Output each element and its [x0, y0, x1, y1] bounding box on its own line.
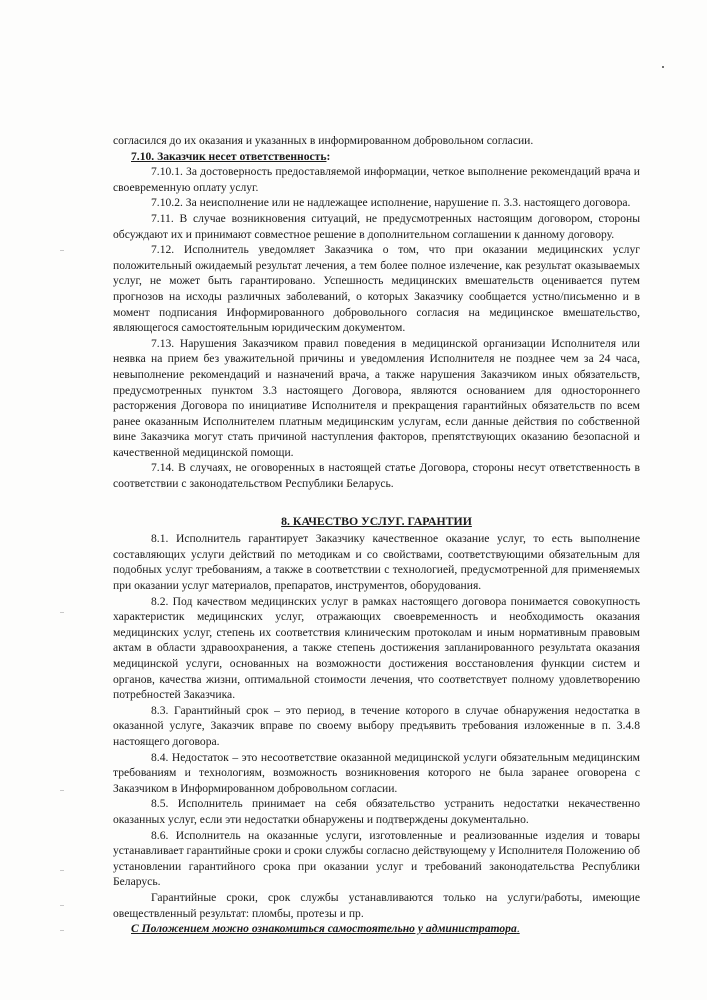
administrator-notice-text: С Положением можно ознакомиться самостоятельно у администратора: [131, 922, 517, 936]
clause-7-13: 7.13. Нарушения Заказчиком правил поведения в медицинской организации Исполнителя или неявка на прием без уважительной причины и уведомления Исполнителя не позднее чем за 24 часа, невыполнение рекомендаций и назначений врача, а также нарушения Заказчиком иных обязательств, предусмотренных пунктом 3.3 настоящего Договора, являются основанием для одностороннего расторжения Договора по инициативе Исполнителя и прекращения гарантийных обязательств по всем ранее оказанным Исполнителем платным медицинским услугам, если данные действия по собственной вине Заказчика могут стать причиной наступления факторов, препятствующих оказанию безопасной и качественной медицинской помощи.: [113, 336, 640, 459]
paragraph-continuation: согласился до их оказания и указанных в информированном добровольном согласии.: [113, 134, 534, 147]
administrator-notice-period: .: [516, 922, 520, 936]
clause-8-4: 8.4. Недостаток – это несоответствие оказанной медицинской услуги обязательным медицинским требованиям и технологиям, возможность возникновения которого не была заранее оговорена с Заказчиком в Информированном добровольном согласии.: [113, 750, 640, 795]
clause-8-6: 8.6. Исполнитель на оказанные услуги, изготовленные и реализованные изделия и товары устанавливает гарантийные сроки и сроки службы согласно действующему у Исполнителя Положению об установлении гарантийного срока при оказании услуг и требований законодательства Республики Беларусь.: [113, 828, 640, 889]
margin-mark: [60, 790, 64, 791]
clause-7-11: 7.11. В случае возникновения ситуаций, не предусмотренных настоящим договором, стороны обсуждают их и принимают совместное решение в дополнительном соглашении к данному договору.: [113, 211, 640, 241]
document-body: [113, 133, 640, 937]
clause-7-10-colon: :: [326, 149, 331, 163]
clause-7-10-2: 7.10.2. За неисполнение или не надлежащее исполнение, нарушение п. 3.3. настоящего договора.: [151, 196, 631, 210]
margin-mark: [60, 870, 64, 871]
clause-8-3: 8.3. Гарантийный срок – это период, в течение которого в случае обнаружения недостатка в оказанной услуге, Заказчик вправе по своему выбору предъявить требования изложенные в п. 3.4.8 настоящего договора.: [113, 703, 640, 748]
margin-mark: [60, 612, 64, 613]
clause-8-2: 8.2. Под качеством медицинских услуг в рамках настоящего договора понимается совокупность характеристик медицинских услуг, отражающих своевременность и необходимость оказания медицинских услуг, степень их соответствия клиническим протоколам и иным нормативным правовым актам в области здравоохранения, а также степень достижения запланированного результата оказания медицинской услуги, основанных на возможности достижения восстановления функции систем и органов, качества жизни, оптимальной стоимости лечения, что соответствует полному удовлетворению потребностей Заказчика.: [113, 594, 640, 702]
scan-dot: [662, 66, 664, 68]
clause-7-10-label: 7.10. Заказчик несет ответственность: [131, 149, 327, 163]
administrator-notice: [113, 921, 640, 937]
margin-mark: [60, 905, 64, 906]
clause-7-10-heading: [113, 149, 640, 165]
clause-7-10-1: 7.10.1. За достоверность предоставляемой информации, четкое выполнение рекомендаций врача и своевременную оплату услуг.: [113, 165, 640, 194]
warranty-terms-paragraph: Гарантийные сроки, срок службы устанавливаются только на услуги/работы, имеющие овеществленный результат: пломбы, протезы и пр.: [113, 890, 640, 920]
margin-mark: [60, 930, 64, 931]
clause-8-5: 8.5. Исполнитель принимает на себя обязательство устранить недостатки некачественно оказанных услуг, если эти недостатки обнаружены и подтверждены документально.: [113, 797, 640, 826]
margin-mark: [60, 250, 64, 251]
clause-7-14: 7.14. В случаях, не оговоренных в настоящей статье Договора, стороны несут ответственность в соответствии с законодательством Республики Беларусь.: [113, 461, 640, 491]
section-8-title: 8. КАЧЕСТВО УСЛУГ. ГАРАНТИИ: [281, 513, 472, 528]
clause-8-1: 8.1. Исполнитель гарантирует Заказчику качественное оказание услуг, то есть выполнение составляющих услуги действий по методикам и со свойствами, соответствующими обязательным для подобных услуг требованиям, а также в соответствии с технологией, предусмотренной для применяемых при оказании услуг материалов, препаратов, инструментов, оборудования.: [113, 532, 640, 593]
clause-7-12: 7.12. Исполнитель уведомляет Заказчика о том, что при оказании медицинских услуг положительный ожидаемый результат лечения, а тем более полное излечение, как результат оказываемых услуг, не может быть гарантировано. Успешность медицинских вмешательств оценивается путем прогнозов на исходы различных заболеваний, о которых Заказчику сообщается устно/письменно и в момент подписания Информированного добровольного согласия на медицинское вмешательство, являющегося самостоятельным юридическим документом.: [113, 243, 640, 335]
